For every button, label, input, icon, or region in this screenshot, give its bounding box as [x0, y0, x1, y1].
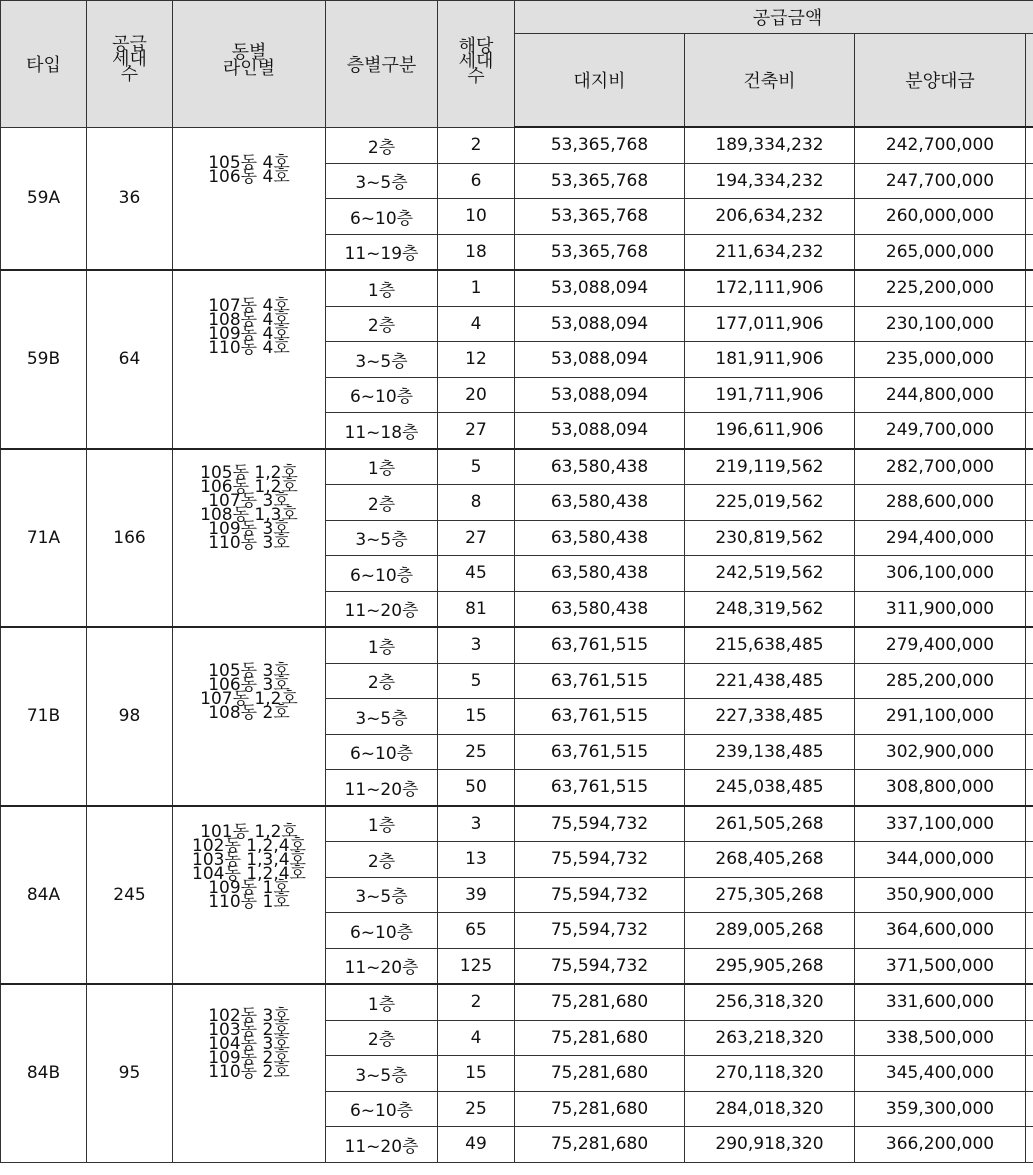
- land-cost-cell: 75,594,732: [515, 806, 685, 842]
- land-cost-cell: 53,365,768: [515, 234, 685, 270]
- floor-category-cell: 11~20층: [326, 948, 438, 984]
- applicable-units-cell: 10: [438, 199, 515, 235]
- sale-price-cell: 306,100,000: [855, 556, 1026, 592]
- sale-price-cell: 371,500,000: [855, 948, 1026, 984]
- construction-cost-cell: 245,038,485: [685, 770, 855, 806]
- sale-price-cell: 331,600,000: [855, 984, 1026, 1020]
- sale-price-cell: 265,000,000: [855, 234, 1026, 270]
- extra-column-cell: [1026, 520, 1033, 556]
- applicable-units-cell: 27: [438, 520, 515, 556]
- supply-units-cell: 36: [87, 127, 173, 270]
- land-cost-cell: 53,088,094: [515, 306, 685, 342]
- floor-category-cell: 1층: [326, 984, 438, 1020]
- construction-cost-cell: 181,911,906: [685, 342, 855, 378]
- sale-price-cell: 230,100,000: [855, 306, 1026, 342]
- applicable-units-cell: 1: [438, 270, 515, 306]
- floor-category-cell: 3~5층: [326, 877, 438, 913]
- land-cost-cell: 63,761,515: [515, 663, 685, 699]
- extra-column-cell: [1026, 342, 1033, 378]
- floor-category-cell: 3~5층: [326, 342, 438, 378]
- construction-cost-cell: 242,519,562: [685, 556, 855, 592]
- construction-cost-cell: 206,634,232: [685, 199, 855, 235]
- land-cost-cell: 63,580,438: [515, 591, 685, 627]
- table-row: [1, 270, 1033, 306]
- applicable-units-cell: 81: [438, 591, 515, 627]
- construction-cost-cell: 239,138,485: [685, 734, 855, 770]
- construction-cost-cell: 194,334,232: [685, 163, 855, 199]
- applicable-units-cell: 5: [438, 449, 515, 485]
- table-row: [1, 627, 1033, 663]
- construction-cost-cell: 191,711,906: [685, 377, 855, 413]
- applicable-units-cell: 45: [438, 556, 515, 592]
- construction-cost-cell: 289,005,268: [685, 913, 855, 949]
- construction-cost-cell: 230,819,562: [685, 520, 855, 556]
- construction-cost-cell: 256,318,320: [685, 984, 855, 1020]
- sale-price-cell: 225,200,000: [855, 270, 1026, 306]
- floor-category-cell: 3~5층: [326, 163, 438, 199]
- extra-column-cell: [1026, 127, 1033, 163]
- type-cell: 59B: [1, 270, 87, 449]
- applicable-units-cell: 25: [438, 734, 515, 770]
- table-row: [1, 127, 1033, 163]
- floor-category-cell: 2층: [326, 306, 438, 342]
- floor-category-cell: 2층: [326, 127, 438, 163]
- floor-category-cell: 6~10층: [326, 913, 438, 949]
- extra-column-cell: [1026, 948, 1033, 984]
- applicable-units-cell: 39: [438, 877, 515, 913]
- sale-price-cell: 260,000,000: [855, 199, 1026, 235]
- type-cell: 71A: [1, 449, 87, 628]
- applicable-units-cell: 15: [438, 1056, 515, 1092]
- supply-units-cell: 245: [87, 806, 173, 985]
- extra-column-cell: [1026, 556, 1033, 592]
- type-cell: 84B: [1, 984, 87, 1162]
- supply-units-cell: 95: [87, 984, 173, 1162]
- construction-cost-cell: 248,319,562: [685, 591, 855, 627]
- floor-category-cell: 2층: [326, 1020, 438, 1056]
- construction-cost-cell: 219,119,562: [685, 449, 855, 485]
- construction-cost-cell: 225,019,562: [685, 485, 855, 521]
- lines-by-building-cell: 105동 4호 106동 4호: [173, 127, 326, 270]
- land-cost-cell: 53,088,094: [515, 413, 685, 449]
- applicable-units-cell: 65: [438, 913, 515, 949]
- floor-category-cell: 1층: [326, 627, 438, 663]
- land-cost-cell: 53,088,094: [515, 270, 685, 306]
- applicable-units-cell: 5: [438, 663, 515, 699]
- extra-column-cell: [1026, 734, 1033, 770]
- lines-by-building-cell: 105동 3호 106동 3호 107동 1,2호 108동 2호: [173, 627, 326, 806]
- sale-price-cell: 302,900,000: [855, 734, 1026, 770]
- applicable-units-cell: 25: [438, 1091, 515, 1127]
- sale-price-cell: 294,400,000: [855, 520, 1026, 556]
- table-row: [1, 449, 1033, 485]
- floor-category-cell: 2층: [326, 485, 438, 521]
- lines-by-building-cell: 107동 4호 108동 4호 109동 4호 110동 4호: [173, 270, 326, 449]
- type-cell: 71B: [1, 627, 87, 806]
- construction-cost-cell: 261,505,268: [685, 806, 855, 842]
- supply-units-cell: 64: [87, 270, 173, 449]
- land-cost-cell: 75,281,680: [515, 1056, 685, 1092]
- extra-column-cell: [1026, 627, 1033, 663]
- header-floor-category: 층별구분: [326, 1, 438, 128]
- land-cost-cell: 63,580,438: [515, 449, 685, 485]
- land-cost-cell: 75,594,732: [515, 877, 685, 913]
- extra-column-cell: [1026, 377, 1033, 413]
- land-cost-cell: 63,580,438: [515, 520, 685, 556]
- land-cost-cell: 75,594,732: [515, 842, 685, 878]
- supply-units-cell: 166: [87, 449, 173, 628]
- extra-column-cell: [1026, 199, 1033, 235]
- sale-price-cell: 338,500,000: [855, 1020, 1026, 1056]
- applicable-units-cell: 4: [438, 1020, 515, 1056]
- sale-price-cell: 337,100,000: [855, 806, 1026, 842]
- extra-column-cell: [1026, 1020, 1033, 1056]
- extra-column-cell: [1026, 306, 1033, 342]
- floor-category-cell: 3~5층: [326, 520, 438, 556]
- land-cost-cell: 63,761,515: [515, 770, 685, 806]
- sale-price-cell: 249,700,000: [855, 413, 1026, 449]
- lines-by-building-cell: 102동 3호 103동 2호 104동 3호 109동 2호 110동 2호: [173, 984, 326, 1162]
- sale-price-cell: 247,700,000: [855, 163, 1026, 199]
- lines-by-building-cell: 101동 1,2호 102동 1,2,4호 103동 1,3,4호 104동 1,2,4호 109동 1호 110동 1호: [173, 806, 326, 985]
- extra-column-cell: [1026, 699, 1033, 735]
- applicable-units-cell: 4: [438, 306, 515, 342]
- sale-price-cell: 285,200,000: [855, 663, 1026, 699]
- land-cost-cell: 63,761,515: [515, 734, 685, 770]
- extra-column-cell: [1026, 842, 1033, 878]
- applicable-units-cell: 15: [438, 699, 515, 735]
- floor-category-cell: 2층: [326, 663, 438, 699]
- extra-column-cell: [1026, 913, 1033, 949]
- construction-cost-cell: 263,218,320: [685, 1020, 855, 1056]
- header-sale-price: 분양대금: [855, 34, 1026, 128]
- construction-cost-cell: 227,338,485: [685, 699, 855, 735]
- land-cost-cell: 75,594,732: [515, 948, 685, 984]
- sale-price-cell: 311,900,000: [855, 591, 1026, 627]
- extra-column-cell: [1026, 877, 1033, 913]
- floor-category-cell: 6~10층: [326, 377, 438, 413]
- sale-price-cell: 308,800,000: [855, 770, 1026, 806]
- extra-column-cell: [1026, 234, 1033, 270]
- floor-category-cell: 6~10층: [326, 556, 438, 592]
- extra-column-cell: [1026, 1056, 1033, 1092]
- sale-price-cell: 359,300,000: [855, 1091, 1026, 1127]
- extra-column-cell: [1026, 449, 1033, 485]
- floor-category-cell: 1층: [326, 806, 438, 842]
- type-cell: 59A: [1, 127, 87, 270]
- construction-cost-cell: 215,638,485: [685, 627, 855, 663]
- land-cost-cell: 63,761,515: [515, 699, 685, 735]
- extra-column-cell: [1026, 984, 1033, 1020]
- table-row: [1, 806, 1033, 842]
- extra-column-cell: [1026, 413, 1033, 449]
- extra-column-cell: [1026, 1091, 1033, 1127]
- lines-by-building-cell: 105동 1,2호 106동 1,2호 107동 3호 108동 1,3호 109동 3호 110동 3호: [173, 449, 326, 628]
- sale-price-cell: 244,800,000: [855, 377, 1026, 413]
- construction-cost-cell: 295,905,268: [685, 948, 855, 984]
- header-extra-column: [1026, 34, 1033, 128]
- land-cost-cell: 75,281,680: [515, 1091, 685, 1127]
- applicable-units-cell: 2: [438, 984, 515, 1020]
- extra-column-cell: [1026, 163, 1033, 199]
- construction-cost-cell: 275,305,268: [685, 877, 855, 913]
- header-applicable-units: 해당 세대 수: [438, 1, 515, 128]
- header-lines-by-building: 동별 라인별: [173, 1, 326, 128]
- sale-price-cell: 279,400,000: [855, 627, 1026, 663]
- construction-cost-cell: 196,611,906: [685, 413, 855, 449]
- sale-price-cell: 366,200,000: [855, 1127, 1026, 1163]
- floor-category-cell: 1층: [326, 270, 438, 306]
- applicable-units-cell: 49: [438, 1127, 515, 1163]
- construction-cost-cell: 268,405,268: [685, 842, 855, 878]
- floor-category-cell: 11~20층: [326, 1127, 438, 1163]
- header-land-cost: 대지비: [515, 34, 685, 128]
- extra-column-cell: [1026, 806, 1033, 842]
- floor-category-cell: 11~20층: [326, 770, 438, 806]
- floor-category-cell: 1층: [326, 449, 438, 485]
- floor-category-cell: 3~5층: [326, 699, 438, 735]
- extra-column-cell: [1026, 1127, 1033, 1163]
- header-construction-cost: 건축비: [685, 34, 855, 128]
- land-cost-cell: 75,594,732: [515, 913, 685, 949]
- land-cost-cell: 53,088,094: [515, 377, 685, 413]
- extra-column-cell: [1026, 591, 1033, 627]
- land-cost-cell: 53,365,768: [515, 127, 685, 163]
- land-cost-cell: 75,281,680: [515, 984, 685, 1020]
- applicable-units-cell: 3: [438, 806, 515, 842]
- table-row: [1, 984, 1033, 1020]
- sale-price-cell: 364,600,000: [855, 913, 1026, 949]
- extra-column-cell: [1026, 270, 1033, 306]
- floor-category-cell: 6~10층: [326, 734, 438, 770]
- header-supply-units: 공급 세대 수: [87, 1, 173, 128]
- construction-cost-cell: 284,018,320: [685, 1091, 855, 1127]
- construction-cost-cell: 172,111,906: [685, 270, 855, 306]
- construction-cost-cell: 189,334,232: [685, 127, 855, 163]
- land-cost-cell: 53,365,768: [515, 163, 685, 199]
- land-cost-cell: 63,761,515: [515, 627, 685, 663]
- floor-category-cell: 2층: [326, 842, 438, 878]
- applicable-units-cell: 27: [438, 413, 515, 449]
- applicable-units-cell: 50: [438, 770, 515, 806]
- sale-price-cell: 344,000,000: [855, 842, 1026, 878]
- extra-column-cell: [1026, 663, 1033, 699]
- type-cell: 84A: [1, 806, 87, 985]
- sale-price-cell: 242,700,000: [855, 127, 1026, 163]
- header-supply-amount: 공급금액: [515, 1, 1033, 34]
- applicable-units-cell: 13: [438, 842, 515, 878]
- applicable-units-cell: 20: [438, 377, 515, 413]
- construction-cost-cell: 211,634,232: [685, 234, 855, 270]
- floor-category-cell: 11~18층: [326, 413, 438, 449]
- applicable-units-cell: 125: [438, 948, 515, 984]
- sale-price-cell: 282,700,000: [855, 449, 1026, 485]
- extra-column-cell: [1026, 770, 1033, 806]
- applicable-units-cell: 3: [438, 627, 515, 663]
- floor-category-cell: 3~5층: [326, 1056, 438, 1092]
- supply-units-cell: 98: [87, 627, 173, 806]
- applicable-units-cell: 6: [438, 163, 515, 199]
- construction-cost-cell: 177,011,906: [685, 306, 855, 342]
- sale-price-cell: 235,000,000: [855, 342, 1026, 378]
- land-cost-cell: 75,281,680: [515, 1020, 685, 1056]
- land-cost-cell: 53,365,768: [515, 199, 685, 235]
- sale-price-cell: 345,400,000: [855, 1056, 1026, 1092]
- floor-category-cell: 6~10층: [326, 1091, 438, 1127]
- sale-price-cell: 288,600,000: [855, 485, 1026, 521]
- sale-price-cell: 350,900,000: [855, 877, 1026, 913]
- floor-category-cell: 11~19층: [326, 234, 438, 270]
- extra-column-cell: [1026, 485, 1033, 521]
- floor-category-cell: 11~20층: [326, 591, 438, 627]
- land-cost-cell: 63,580,438: [515, 556, 685, 592]
- applicable-units-cell: 2: [438, 127, 515, 163]
- land-cost-cell: 75,281,680: [515, 1127, 685, 1163]
- sale-price-cell: 291,100,000: [855, 699, 1026, 735]
- applicable-units-cell: 18: [438, 234, 515, 270]
- applicable-units-cell: 12: [438, 342, 515, 378]
- header-type: 타입: [1, 1, 87, 128]
- applicable-units-cell: 8: [438, 485, 515, 521]
- construction-cost-cell: 270,118,320: [685, 1056, 855, 1092]
- land-cost-cell: 63,580,438: [515, 485, 685, 521]
- construction-cost-cell: 221,438,485: [685, 663, 855, 699]
- floor-category-cell: 6~10층: [326, 199, 438, 235]
- construction-cost-cell: 290,918,320: [685, 1127, 855, 1163]
- land-cost-cell: 53,088,094: [515, 342, 685, 378]
